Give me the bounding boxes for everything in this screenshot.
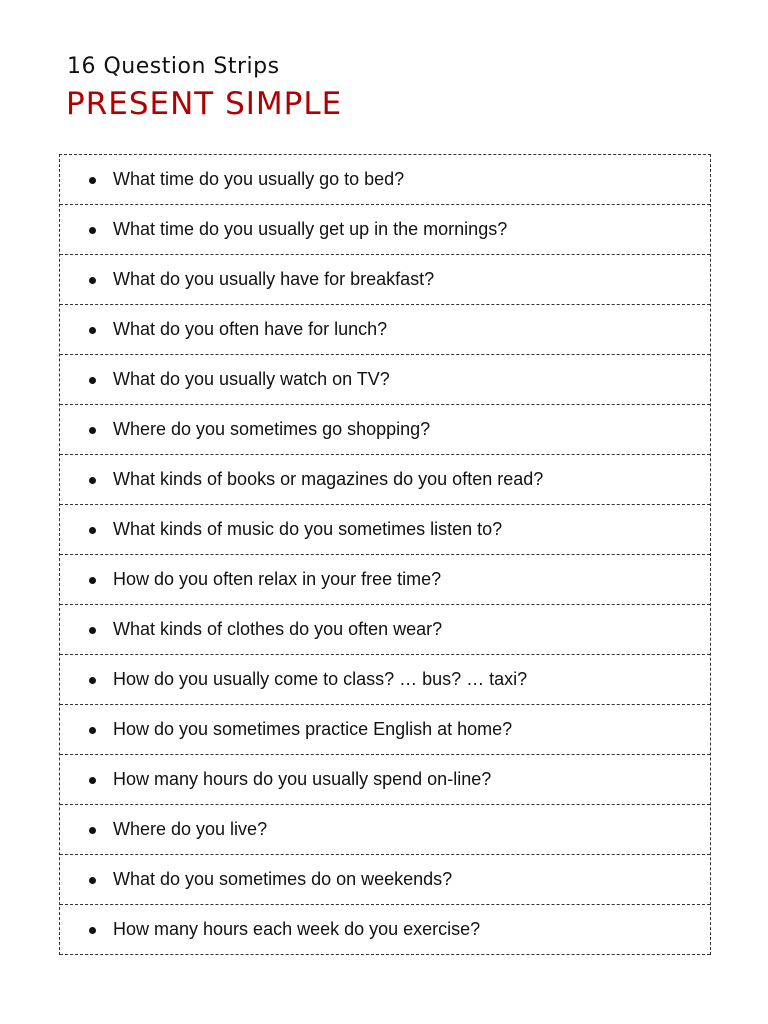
question-text: How many hours do you usually spend on-line?: [113, 769, 492, 789]
question-text: How many hours each week do you exercise?: [113, 919, 481, 939]
question-strips: [59, 154, 711, 955]
bullet-icon: [89, 777, 96, 784]
worksheet-title: PRESENT SIMPLE: [66, 86, 343, 122]
question-strip: [60, 805, 710, 855]
question-strip: [60, 355, 710, 405]
question-text: How do you usually come to class? … bus? … taxi?: [113, 669, 528, 689]
question-text: What kinds of books or magazines do you often read?: [113, 469, 544, 489]
bullet-icon: [89, 827, 96, 834]
question-text: Where do you sometimes go shopping?: [113, 419, 431, 439]
question-strip: [60, 405, 710, 455]
bullet-icon: [89, 877, 96, 884]
question-text: What time do you usually get up in the mornings?: [113, 219, 508, 239]
question-strip: [60, 605, 710, 655]
bullet-icon: [89, 677, 96, 684]
question-text: What kinds of clothes do you often wear?: [113, 619, 443, 639]
bullet-icon: [89, 377, 96, 384]
question-strip: [60, 455, 710, 505]
bullet-icon: [89, 327, 96, 334]
bullet-icon: [89, 627, 96, 634]
question-text: How do you often relax in your free time?: [113, 569, 442, 589]
worksheet-subtitle: 16 Question Strips: [67, 54, 280, 79]
question-strip: [60, 255, 710, 305]
question-strip: [60, 655, 710, 705]
bullet-icon: [89, 277, 96, 284]
bullet-icon: [89, 927, 96, 934]
question-strip: [60, 755, 710, 805]
question-strip: [60, 155, 710, 205]
question-strip: [60, 555, 710, 605]
question-text: What kinds of music do you sometimes listen to?: [113, 519, 503, 539]
question-text: What do you sometimes do on weekends?: [113, 869, 453, 889]
question-strip: [60, 705, 710, 755]
question-text: What do you usually watch on TV?: [113, 369, 390, 389]
question-strip: [60, 505, 710, 555]
question-text: What do you usually have for breakfast?: [113, 269, 435, 289]
question-text: Where do you live?: [113, 819, 268, 839]
question-text: How do you sometimes practice English at home?: [113, 719, 513, 739]
question-text: What time do you usually go to bed?: [113, 169, 405, 189]
bullet-icon: [89, 527, 96, 534]
bullet-icon: [89, 427, 96, 434]
bullet-icon: [89, 227, 96, 234]
question-strip: [60, 855, 710, 905]
bullet-icon: [89, 477, 96, 484]
question-strip: [60, 305, 710, 355]
bullet-icon: [89, 727, 96, 734]
question-text: What do you often have for lunch?: [113, 319, 388, 339]
bullet-icon: [89, 177, 96, 184]
question-strip: [60, 905, 710, 955]
bullet-icon: [89, 577, 96, 584]
question-strip: [60, 205, 710, 255]
